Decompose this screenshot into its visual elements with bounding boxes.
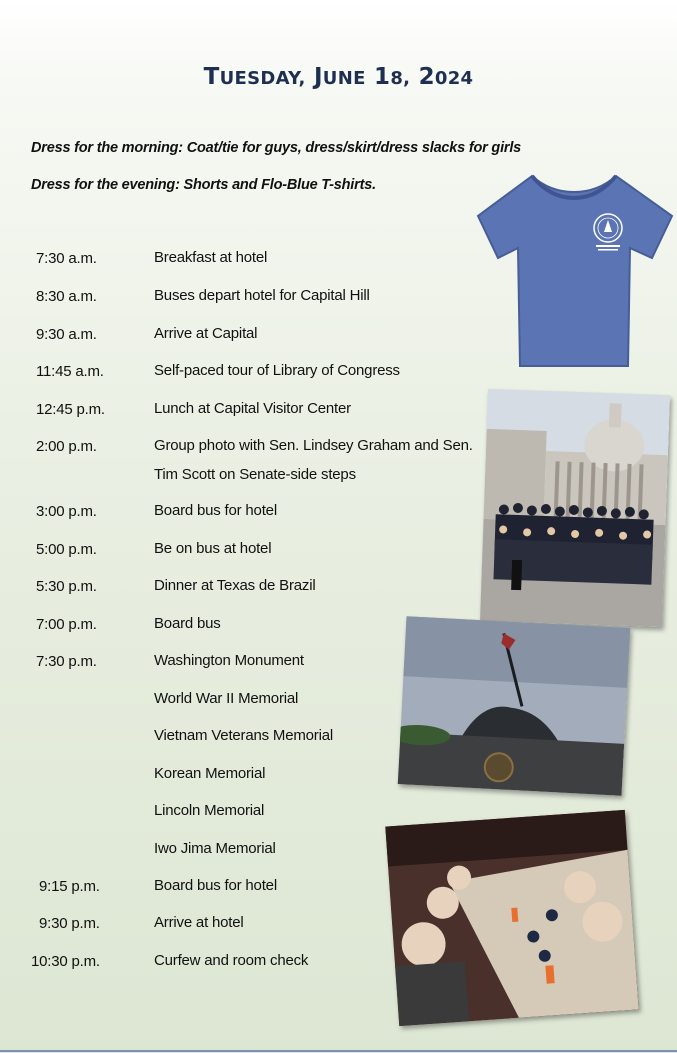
schedule-time: 11:45 a.m. [36,363,104,380]
schedule-event: Arrive at Capital [154,325,258,342]
schedule-event: Group photo with Sen. Lindsey Graham and Sen. [154,437,473,454]
schedule-event-continued: Tim Scott on Senate-side steps [154,466,356,483]
iwo-jima-memorial-photo [398,616,630,795]
schedule-time: 10:30 p.m. [31,953,100,970]
schedule-event: Self-paced tour of Library of Congress [154,362,400,379]
schedule-time: 9:30 a.m. [36,326,97,343]
schedule-time: 9:15 p.m. [39,878,100,895]
dress-morning: Dress for the morning: Coat/tie for guys, dress/skirt/dress slacks for girls [31,140,522,156]
schedule-time: 7:00 p.m. [36,616,97,633]
schedule-event: Be on bus at hotel [154,540,272,557]
schedule-event: Dinner at Texas de Brazil [154,577,316,594]
schedule-event: Board bus for hotel [154,877,277,894]
schedule-event: Arrive at hotel [154,914,244,931]
schedule-event: Vietnam Veterans Memorial [154,727,333,744]
schedule-event: Washington Monument [154,652,304,669]
schedule-event: Lincoln Memorial [154,802,265,819]
schedule-time: 8:30 a.m. [36,288,97,305]
schedule-event: Lunch at Capital Visitor Center [154,400,351,417]
schedule-time: 2:00 p.m. [36,438,97,455]
page-title: TUESDAY, JUNE 18, 2024 [203,64,474,90]
schedule-time: 5:00 p.m. [36,541,97,558]
schedule-event: Curfew and room check [154,952,309,969]
schedule-event: Korean Memorial [154,765,266,782]
capitol-group-photo [480,389,670,627]
tshirt-icon [470,168,675,373]
dinner-photo [385,810,638,1026]
schedule-event: Board bus for hotel [154,502,277,519]
schedule-event: World War II Memorial [154,690,299,707]
schedule-event: Board bus [154,615,221,632]
schedule-event: Iwo Jima Memorial [154,840,276,857]
tshirt-image [470,168,675,373]
schedule-time: 5:30 p.m. [36,578,97,595]
schedule-time: 9:30 p.m. [39,915,100,932]
schedule-time: 7:30 p.m. [36,653,97,670]
schedule-event: Buses depart hotel for Capital Hill [154,287,370,304]
bottom-rule [0,1050,677,1052]
schedule-time: 12:45 p.m. [36,401,105,418]
dress-evening: Dress for the evening: Shorts and Flo-Blue T-shirts. [31,177,376,193]
schedule-time: 3:00 p.m. [36,503,97,520]
schedule-event: Breakfast at hotel [154,249,268,266]
schedule-time: 7:30 a.m. [36,250,97,267]
